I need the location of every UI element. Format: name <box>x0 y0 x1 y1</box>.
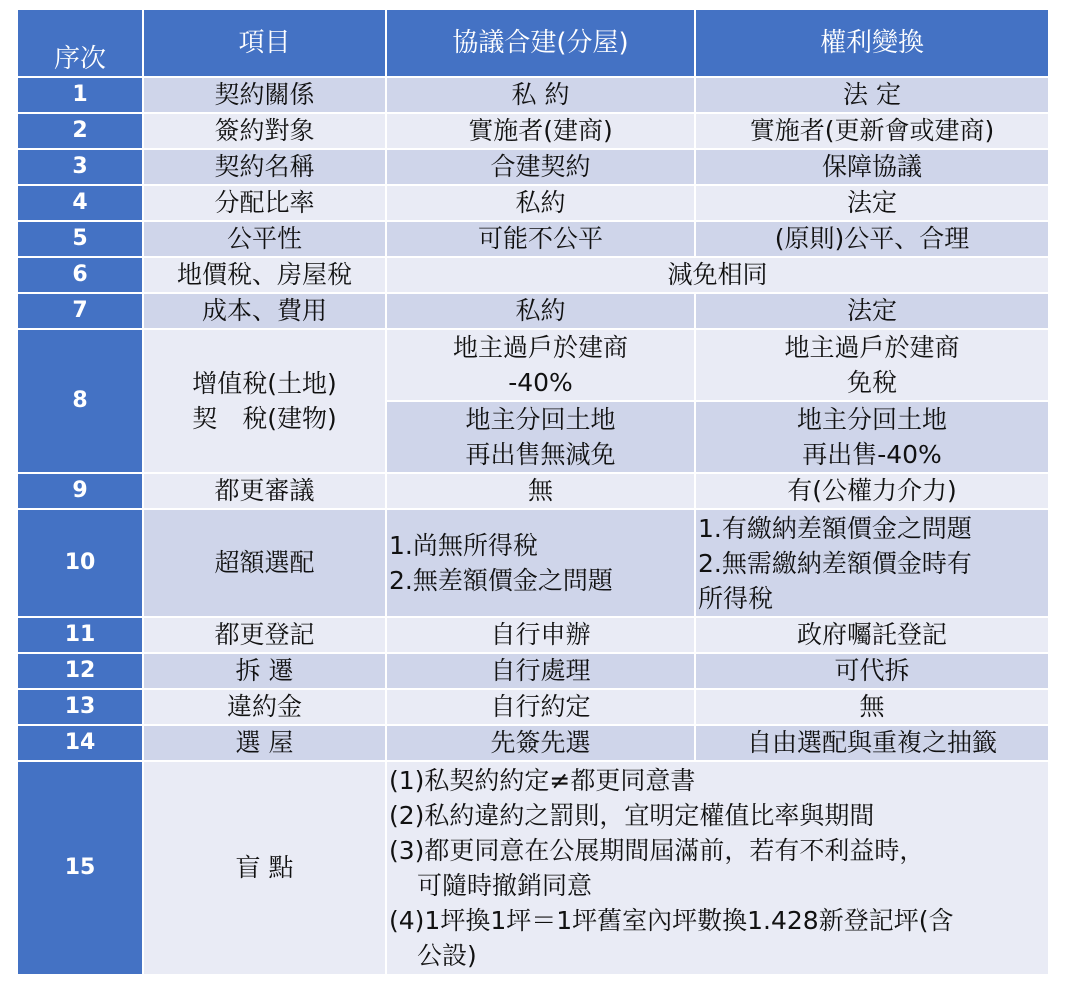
cell-line: 所得稅 <box>698 583 774 613</box>
comparison-table <box>16 8 1050 976</box>
row-number: 10 <box>17 509 143 617</box>
row-agreement <box>386 401 695 473</box>
table-row <box>17 617 1049 653</box>
table-row <box>17 221 1049 257</box>
row-agreement <box>386 329 695 401</box>
row-item: 盲 點 <box>143 761 386 975</box>
row-number: 15 <box>17 761 143 975</box>
row-rights: 可代拆 <box>695 653 1049 689</box>
row-rights <box>695 329 1049 401</box>
row-agreement: 私約 <box>386 293 695 329</box>
row-agreement: 自行約定 <box>386 689 695 725</box>
row-number: 14 <box>17 725 143 761</box>
row-item: 公平性 <box>143 221 386 257</box>
row-agreement: 私 約 <box>386 77 695 113</box>
row-item: 超額選配 <box>143 509 386 617</box>
cell-line: 2.無差額價金之問題 <box>389 566 613 595</box>
cell-line: 2.無需繳納差額價金時有 <box>698 548 972 578</box>
row-number: 4 <box>17 185 143 221</box>
row-agreement: 可能不公平 <box>386 221 695 257</box>
cell-line: 地主過戶於建商 <box>452 333 628 362</box>
table-row <box>17 185 1049 221</box>
row-rights: 實施者(更新會或建商) <box>695 113 1049 149</box>
note-line: (2)私約違約之罰則，宜明定權值比率與期間 <box>389 801 875 830</box>
row-agreement: 先簽先選 <box>386 725 695 761</box>
cell-line: 1.有繳納差額價金之問題 <box>698 513 972 543</box>
cell-line: 地主分回土地 <box>796 405 947 434</box>
row-item: 地價稅、房屋稅 <box>143 257 386 293</box>
note-line: (4)1坪換1坪＝1坪舊室內坪數換1.428新登記坪(含 <box>389 906 954 935</box>
row-item: 契約名稱 <box>143 149 386 185</box>
header-item: 項目 <box>143 9 386 77</box>
table-row <box>17 653 1049 689</box>
note-line: (3)都更同意在公展期間屆滿前，若有不利益時， <box>389 836 925 865</box>
cell-line: 再出售無減免 <box>465 440 616 469</box>
row-item: 違約金 <box>143 689 386 725</box>
row-number: 6 <box>17 257 143 293</box>
row-agreement: 合建契約 <box>386 149 695 185</box>
row-rights <box>695 401 1049 473</box>
row-item-line: 增值稅(土地) <box>192 369 337 398</box>
row-item <box>143 329 386 473</box>
row-item-line: 契 稅(建物) <box>192 404 337 433</box>
row-number: 11 <box>17 617 143 653</box>
row-item: 成本、費用 <box>143 293 386 329</box>
note-line: 公設) <box>417 941 477 970</box>
cell-line: 地主過戶於建商 <box>784 333 960 362</box>
row-number: 2 <box>17 113 143 149</box>
row-number: 5 <box>17 221 143 257</box>
row-notes <box>386 761 1049 975</box>
table-row <box>17 725 1049 761</box>
row-agreement: 無 <box>386 473 695 509</box>
row-number: 8 <box>17 329 143 473</box>
row-item: 簽約對象 <box>143 113 386 149</box>
row-item: 都更登記 <box>143 617 386 653</box>
table-row <box>17 113 1049 149</box>
row-number: 13 <box>17 689 143 725</box>
row-item: 選 屋 <box>143 725 386 761</box>
row-item: 契約關係 <box>143 77 386 113</box>
row-rights: 法 定 <box>695 77 1049 113</box>
row-agreement: 自行處理 <box>386 653 695 689</box>
row-number: 9 <box>17 473 143 509</box>
row-rights <box>695 509 1049 617</box>
table-row <box>17 473 1049 509</box>
row-rights: 法定 <box>695 185 1049 221</box>
header-rights: 權利變換 <box>695 9 1049 77</box>
table-row <box>17 77 1049 113</box>
note-line: 可隨時撤銷同意 <box>417 871 593 900</box>
row-rights: 自由選配與重複之抽籤 <box>695 725 1049 761</box>
row-agreement: 自行申辦 <box>386 617 695 653</box>
table-row <box>17 329 1049 401</box>
row-rights: 有(公權力介力) <box>695 473 1049 509</box>
row-item: 都更審議 <box>143 473 386 509</box>
cell-line: 再出售-40% <box>802 440 942 469</box>
cell-line: 1.尚無所得稅 <box>389 531 538 560</box>
cell-line: 免稅 <box>846 368 897 397</box>
row-rights: 無 <box>695 689 1049 725</box>
row-merged: 減免相同 <box>386 257 1049 293</box>
cell-line: -40% <box>508 368 573 397</box>
row-rights: 政府囑託登記 <box>695 617 1049 653</box>
header-agreement: 協議合建(分屋) <box>386 9 695 77</box>
note-line: (1)私契約約定≠都更同意書 <box>389 766 696 795</box>
row-number: 3 <box>17 149 143 185</box>
row-item: 拆 遷 <box>143 653 386 689</box>
row-rights: (原則)公平、合理 <box>695 221 1049 257</box>
row-rights: 保障協議 <box>695 149 1049 185</box>
cell-line: 地主分回土地 <box>465 405 616 434</box>
table-row <box>17 293 1049 329</box>
row-number: 1 <box>17 77 143 113</box>
table-row <box>17 257 1049 293</box>
row-number: 7 <box>17 293 143 329</box>
header-row <box>17 9 1049 77</box>
row-number: 12 <box>17 653 143 689</box>
row-agreement: 私約 <box>386 185 695 221</box>
row-item: 分配比率 <box>143 185 386 221</box>
row-rights: 法定 <box>695 293 1049 329</box>
header-seq: 序次 <box>17 9 143 77</box>
row-agreement: 實施者(建商) <box>386 113 695 149</box>
table-row <box>17 149 1049 185</box>
row-agreement <box>386 509 695 617</box>
table-row <box>17 509 1049 617</box>
table-row <box>17 761 1049 975</box>
table-row <box>17 689 1049 725</box>
